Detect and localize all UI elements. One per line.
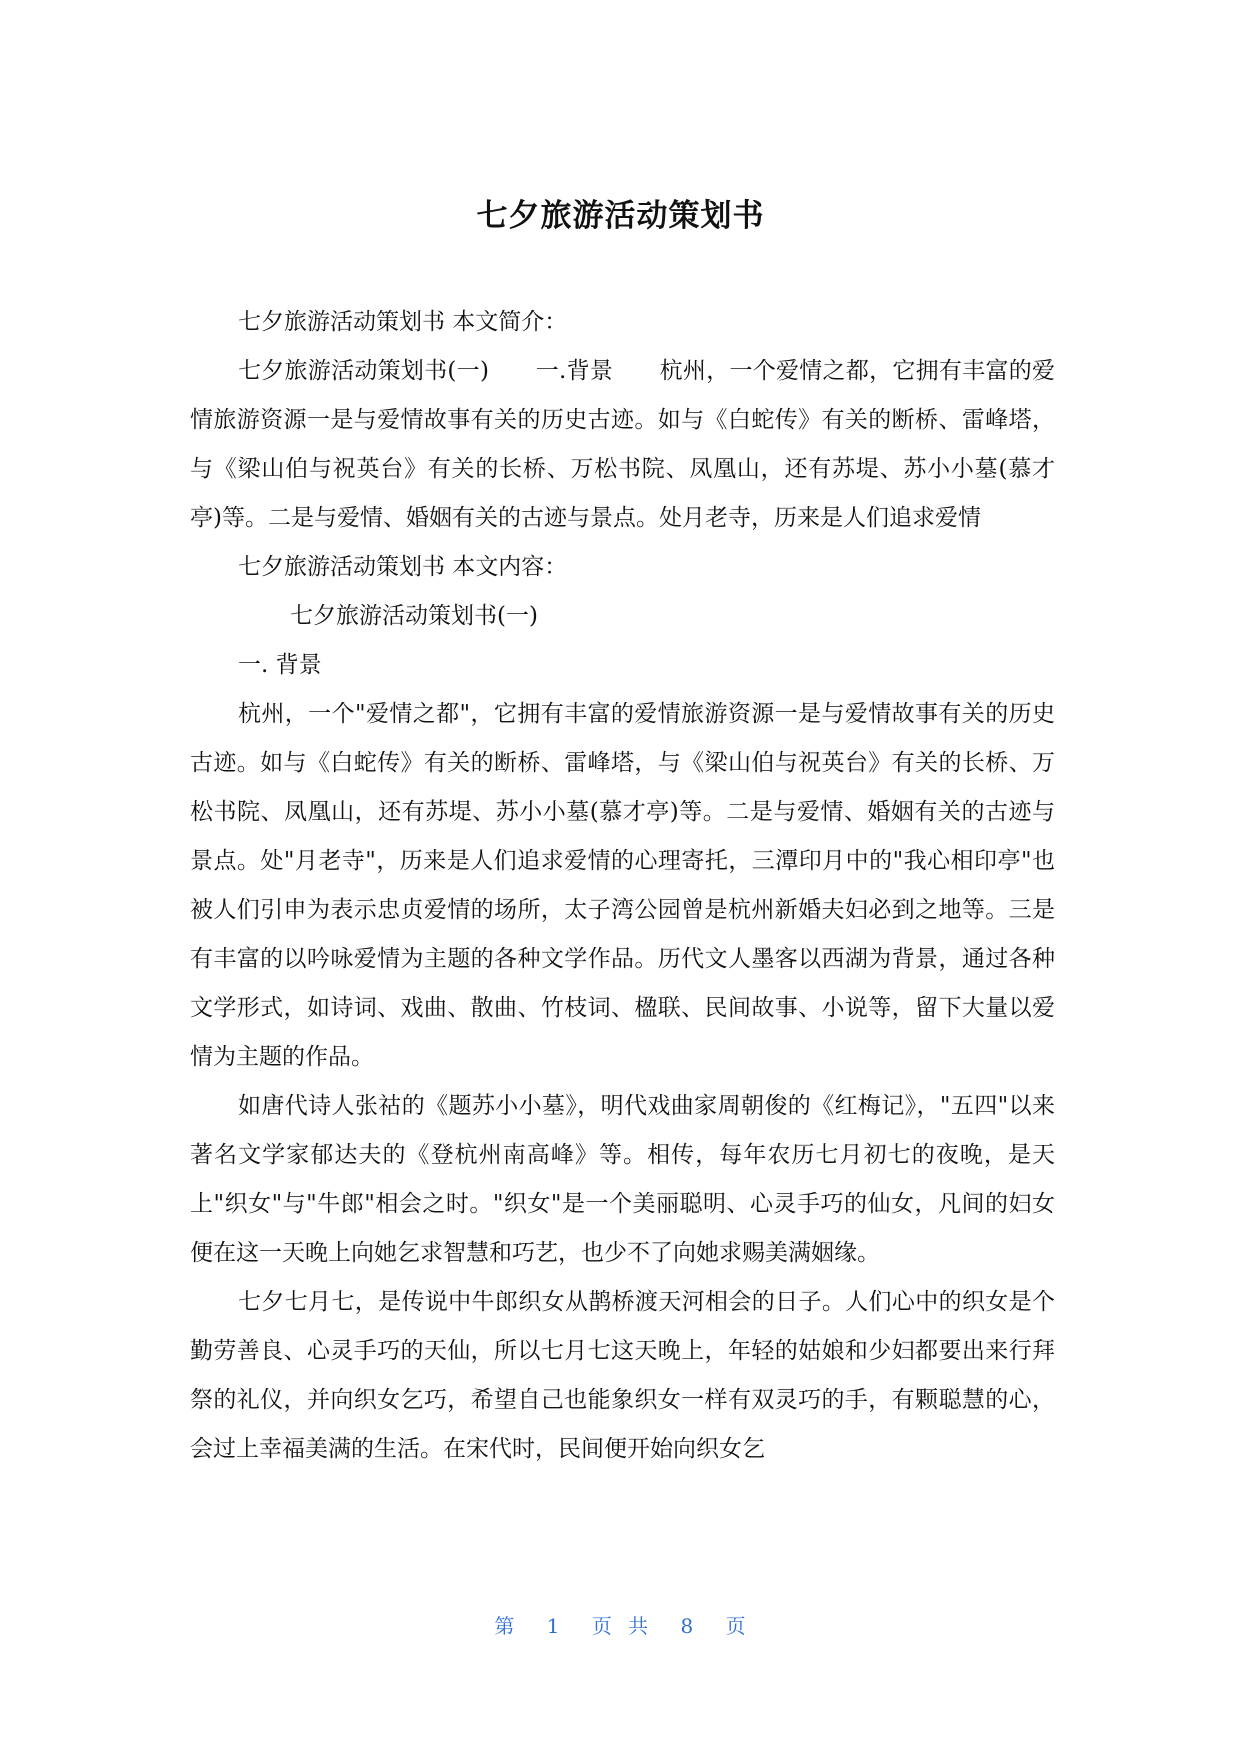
page-footer [0, 1610, 1241, 1639]
paragraph-section-title: 七夕旅游活动策划书(一) [290, 603, 538, 629]
document-body [190, 298, 1055, 1474]
footer-total-pages: 8 [680, 1614, 695, 1638]
footer-page-number: 1 [546, 1614, 561, 1638]
paragraph-background-body: 杭州，一个"爱情之都"，它拥有丰富的爱情旅游资源一是与爱情故事有关的历史古迹。如与《白蛇传》有关的断桥、雷峰塔，与《梁山伯与祝英台》有关的长桥、万松书院、凤凰山，还有苏堤、苏小小墓(慕才亭)等。二是与爱情、婚姻有关的古迹与景点。处"月老寺"，历来是人们追求爱情的心理寄托，三潭印月中的"我心相印亭"也被人们引申为表示忠贞爱情的场所，太子湾公园曾是杭州新婚夫妇必到之地等。三是有丰富的以吟咏爱情为主题的各种文学作品。历代文人墨客以西湖为背景，通过各种文学形式，如诗词、戏曲、散曲、竹枝词、楹联、民间故事、小说等，留下大量以爱情为主题的作品。 [190, 701, 1055, 1070]
paragraph-content-heading: 七夕旅游活动策划书 本文内容： [238, 554, 568, 580]
paragraph-intro-summary: 七夕旅游活动策划书(一) 一.背景 杭州，一个爱情之都，它拥有丰富的爱情旅游资源一是与爱情故事有关的历史古迹。如与《白蛇传》有关的断桥、雷峰塔，与《梁山伯与祝英台》有关的长桥、万松书院、凤凰山，还有苏堤、苏小小墓(慕才亭)等。二是与爱情、婚姻有关的古迹与景点。处月老寺，历来是人们追求爱情 [190, 358, 1055, 531]
paragraph-background-heading: 一. 背景 [238, 652, 322, 678]
paragraph-intro-heading: 七夕旅游活动策划书 本文简介： [238, 309, 568, 335]
footer-middle: 页 共 [591, 1614, 650, 1638]
paragraph-legend: 如唐代诗人张祜的《题苏小小墓》，明代戏曲家周朝俊的《红梅记》，"五四"以来著名文学家郁达夫的《登杭州南高峰》等。相传，每年农历七月初七的夜晚，是天上"织女"与"牛郎"相会之时。"织女"是一个美丽聪明、心灵手巧的仙女，凡间的妇女便在这一天晚上向她乞求智慧和巧艺，也少不了向她求赐美满姻缘。 [190, 1093, 1055, 1266]
footer-suffix: 页 [725, 1614, 747, 1638]
paragraph-qixi: 七夕七月七，是传说中牛郎织女从鹊桥渡天河相会的日子。人们心中的织女是个勤劳善良、心灵手巧的天仙，所以七月七这天晚上，年轻的姑娘和少妇都要出来行拜祭的礼仪，并向织女乞巧，希望自己也能象织女一样有双灵巧的手，有颗聪慧的心，会过上幸福美满的生活。在宋代时，民间便开始向织女乞 [190, 1289, 1055, 1462]
document-title: 七夕旅游活动策划书 [476, 198, 765, 234]
footer-prefix: 第 [494, 1614, 516, 1638]
